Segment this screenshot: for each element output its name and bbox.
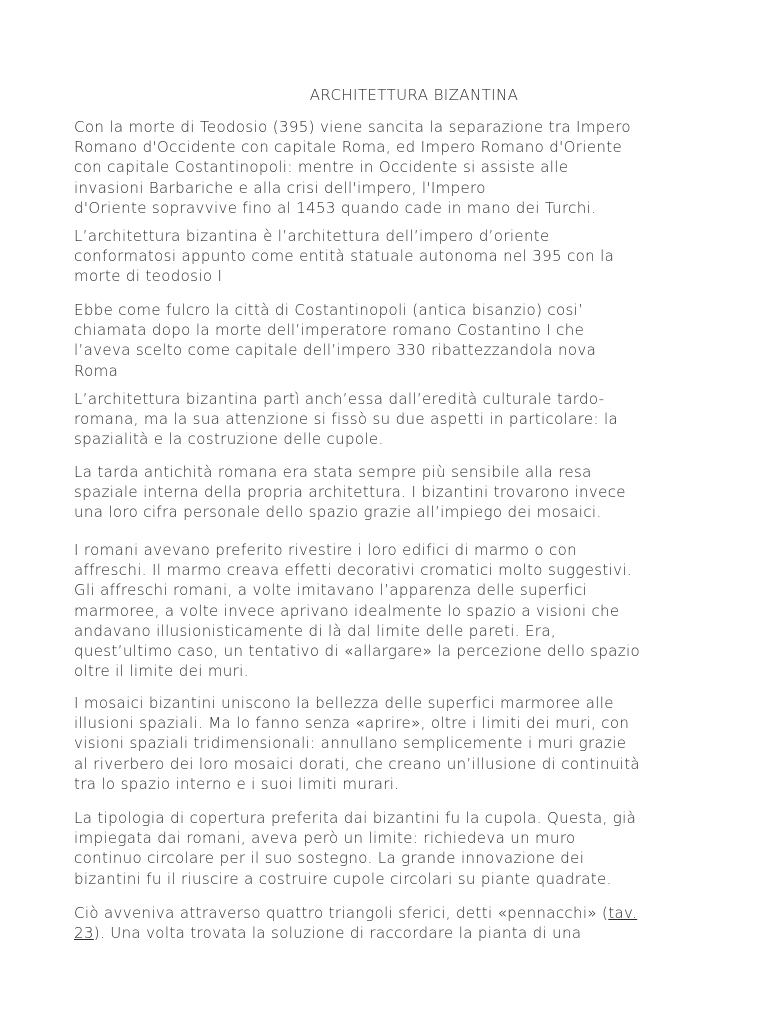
paragraph-line: oltre il limite dei muri. [74,662,249,681]
paragraph [74,903,714,943]
paragraph-line: Romano d'Occidente con capitale Roma, ed Impero Romano d'Oriente [74,138,623,157]
paragraph-line: invasioni Barbariche e alla crisi dell'impero, l'Impero [74,178,486,197]
paragraph [74,389,714,450]
line-text: Ciò avveniva attraverso quattro triangoli sferici, detti «pennacchi» ( [74,904,609,922]
paragraph-line: marmoree, a volte invece aprivano idealmente lo spazio a visioni che [74,601,620,620]
paragraph-line: visioni spaziali tridimensionali: annullano semplicemente i muri grazie [74,734,627,753]
paragraph [74,693,714,794]
paragraph [74,808,714,889]
paragraph-line [74,923,714,943]
document-title: ARCHITETTURA BIZANTINA [309,86,519,104]
paragraph [74,117,714,218]
paragraph-line: affreschi. Il marmo creava effetti decorativi cromatici molto suggestivi. [74,561,633,580]
paragraph-line: una loro cifra personale dello spazio grazie all’impiego dei mosaici. [74,503,602,522]
paragraph [74,226,714,287]
paragraph-line: conformatosi appunto come entità statuale autonoma nel 395 con la [74,247,615,266]
paragraph-line [74,903,714,923]
paragraph-line: d'Oriente sopravvive fino al 1453 quando cade in mano dei Turchi. [74,198,597,217]
paragraph-line: La tarda antichità romana era stata sempre più sensibile alla resa [74,463,592,481]
paragraph-line: quest’ultimo caso, un tentativo di «allargare» la percezione dello spazio [74,642,641,661]
paragraph-line: spazialità e la costruzione delle cupole. [74,430,384,449]
paragraph-line: impiegata dai romani, aveva però un limite: richiedeva un muro [74,829,576,848]
paragraph-line: bizantini fu il riuscire a costruire cupole circolari su piante quadrate. [74,869,612,888]
paragraph [74,462,714,523]
paragraph-line: con capitale Costantinopoli: mentre in Occidente si assiste alle [74,158,569,177]
paragraph-line: Gli affreschi romani, a volte imitavano l’apparenza delle superfici [74,581,588,600]
paragraph-line: L’architettura bizantina è l’architettura dell’impero d’oriente [74,227,550,245]
paragraph-line: romana, ma la sua attenzione si fissò su due aspetti in particolare: la [74,410,619,429]
paragraph-line: spaziale interna della propria architettura. I bizantini trovarono invece [74,483,626,502]
tav-23-link-cont[interactable]: 23 [74,924,94,943]
line-text: ). Una volta trovata la soluzione di raccordare la pianta di una [93,924,582,943]
paragraph [74,300,714,381]
paragraph-line: l’aveva scelto come capitale dell’impero 330 ribattezzandola nova [74,341,597,360]
paragraph-line: Roma [74,361,119,380]
paragraph [74,540,714,681]
paragraph-line: tra lo spazio interno e i suoi limiti murari. [74,774,400,793]
paragraph-line: continuo circolare per il suo sostegno. La grande innovazione dei [74,849,585,868]
paragraph-line: I mosaici bizantini uniscono la bellezza delle superfici marmoree alle [74,694,614,712]
paragraph-line: Ebbe come fulcro la città di Costantinopoli (antica bisanzio) cosi’ [74,301,584,319]
paragraph-line: andavano illusionisticamente di là dal limite delle pareti. Era, [74,621,556,640]
paragraph-line: illusioni spaziali. Ma lo fanno senza «aprire», oltre i limiti dei muri, con [74,714,630,733]
paragraph-line: morte di teodosio I [74,267,223,286]
paragraph-line: La tipologia di copertura preferita dai bizantini fu la cupola. Questa, già [74,809,637,827]
paragraph-line: chiamata dopo la morte dell’imperatore romano Costantino I che [74,321,585,340]
paragraph-line: al riverbero dei loro mosaici dorati, che creano un’illusione di continuità [74,754,640,773]
tav-23-link[interactable]: tav. [608,904,638,922]
paragraph-line: Con la morte di Teodosio (395) viene sancita la separazione tra Impero [74,118,631,136]
paragraph-line: I romani avevano preferito rivestire i loro edifici di marmo o con [74,541,577,559]
paragraph-line: L’architettura bizantina partì anch’essa dall’eredità culturale tardo- [74,390,605,408]
